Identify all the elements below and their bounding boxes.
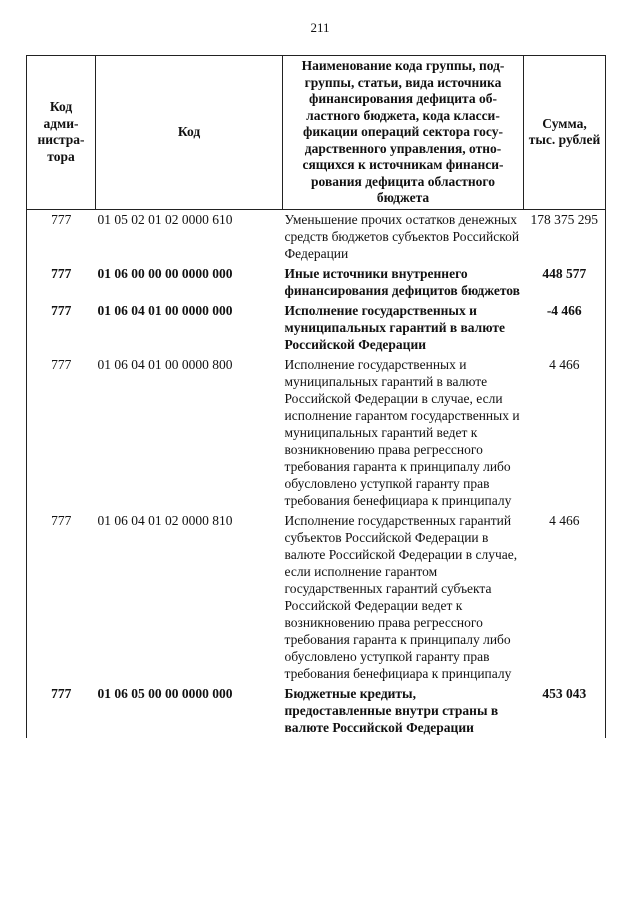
cell-code: 01 06 04 01 00 0000 000 <box>97 302 233 318</box>
table-row <box>27 684 606 738</box>
cell-sum: 448 577 <box>524 264 606 301</box>
cell-sum: -4 466 <box>524 301 606 355</box>
cell-name: Иные источники внутреннего финансирования дефицитов бюджетов <box>284 265 520 298</box>
cell-sum: 178 375 295 <box>524 209 606 264</box>
cell-admin-code: 777 <box>27 301 96 355</box>
table-row <box>27 511 606 684</box>
header-code: Код <box>96 56 283 210</box>
table-row <box>27 355 606 511</box>
budget-sources-table <box>26 55 606 738</box>
cell-code: 01 06 04 01 02 0000 810 <box>97 512 233 528</box>
cell-name: Исполнение государственных и муниципальных гарантий в валюте Российской Федерации в случае, если исполнение гарантом государственных и муниципальных гарантий ведет к возникновению права регрессного требования гаранта к принципалу либо обусловлено уступкой гаранту прав требования бенефициара к принципалу <box>284 356 520 508</box>
cell-admin-code: 777 <box>27 209 96 264</box>
cell-sum: 4 466 <box>524 355 606 511</box>
cell-code: 01 05 02 01 02 0000 610 <box>97 211 233 227</box>
page-number: 211 <box>310 20 330 35</box>
cell-name: Уменьшение прочих остатков денежных средств бюджетов субъектов Российской Федерации <box>284 211 520 261</box>
table-header-row <box>27 56 606 210</box>
cell-code: 01 06 05 00 00 0000 000 <box>97 685 233 701</box>
header-sum: Сумма, тыс. рублей <box>524 56 606 210</box>
table-row <box>27 301 606 355</box>
cell-sum: 453 043 <box>524 684 606 738</box>
cell-admin-code: 777 <box>27 264 96 301</box>
cell-admin-code: 777 <box>27 355 96 511</box>
header-name: Наименование кода группы, под-группы, статьи, вида источника финансирования дефицита об-ластного бюджета, кода класси-фикации операций сектора госу-дарственного управления, отно-сящихся к источникам финанси-рования дефицита областного бюджета <box>283 56 524 210</box>
cell-name: Бюджетные кредиты, предоставленные внутри страны в валюте Российской Федерации <box>284 685 499 735</box>
cell-name: Исполнение государственных и муниципальных гарантий в валюте Российской Федерации <box>284 302 506 352</box>
cell-admin-code: 777 <box>27 684 96 738</box>
cell-name: Исполнение государственных гарантий субъектов Российской Федерации в валюте Российской Федерации в случае, если исполнение гарантом государственных гарантий субъекта Российской Федерации ведет к возникновению права регрессного требования гаранта к принципалу либо обусловлено уступкой гаранту прав требования бенефициара к принципалу <box>284 512 518 681</box>
cell-sum: 4 466 <box>524 511 606 684</box>
cell-admin-code: 777 <box>27 511 96 684</box>
table-row <box>27 209 606 264</box>
table-row <box>27 264 606 301</box>
header-admin-code: Код адми-нистра-тора <box>27 56 96 210</box>
cell-code: 01 06 00 00 00 0000 000 <box>97 265 233 281</box>
cell-code: 01 06 04 01 00 0000 800 <box>97 356 233 372</box>
